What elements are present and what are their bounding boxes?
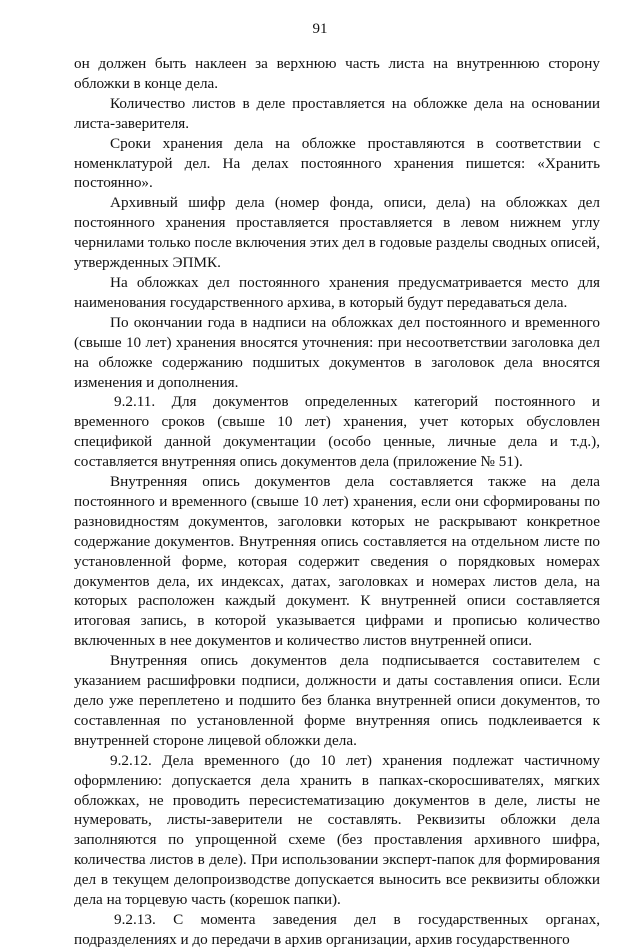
- paragraph-sheet-count: Количество листов в деле проставляется на обложке дела на основании листа-заверителя.: [74, 94, 600, 132]
- paragraph-year-end-updates: По окончании года в надписи на обложках дел постоянного и временного (свыше 10 лет) хранения вносятся уточнения: при несоответствии заголовка дел на обложке содержанию подшитых документов в заголовок дела вносятся изменения и дополнения.: [74, 313, 600, 391]
- page-body: [74, 54, 600, 950]
- page-number: 91: [312, 21, 328, 37]
- paragraph-storage-periods: Сроки хранения дела на обложке проставляются в соответствии с номенклатурой дел. На делах постоянного хранения пишется: «Хранить постоянно».: [74, 134, 600, 192]
- paragraph-internal-inventory: Внутренняя опись документов дела составляется также на дела постоянного и временного (свыше 10 лет) хранения, если они сформированы по разновидностям документов, заголовки которых не раскрывают конкретное содержание документов. Внутренняя опись составляется на отдельном листе по установленной форме, которая содержит сведения о порядковых номерах документов дела, их индексах, датах, заголовках и номерах листов дела, на которых расположен каждый документ. К внутренней описи составляется итоговая запись, в которой указывается цифрами и прописью количество включенных в нее документов и количество листов внутренней описи.: [74, 473, 600, 650]
- paragraph-archive-name: На обложках дел постоянного хранения предусматривается место для наименования государственного архива, в который будут передаваться дела.: [74, 273, 600, 311]
- paragraph-continuation: он должен быть наклеен за верхнюю часть листа на внутреннюю сторону обложки в конце дела.: [74, 55, 600, 92]
- paragraph-9-2-12: 9.2.12. Дела временного (до 10 лет) хранения подлежат частичному оформлению: допускается дела хранить в папках-скоросшивателях, мягких обложках, не проводить пересистематизацию документов в деле, листы не нумеровать, листы-заверители не составлять. Реквизиты обложки дела заполняются по упрощенной схеме (без проставления архивного шифра, количества листов в деле). При использовании эксперт-папок для формирования дел в текущем делопроизводстве допускается выносить все реквизиты обложки дела на торцевую часть (корешок папки).: [74, 751, 600, 909]
- paragraph-archive-code: Архивный шифр дела (номер фонда, описи, дела) на обложках дел постоянного хранения проставляется проставляется в левом нижнем углу чернилами только после включения этих дел в годовые разделы сводных описей, утвержденных ЭПМК.: [74, 194, 600, 272]
- paragraph-inventory-signature: Внутренняя опись документов дела подписывается составителем с указанием расшифровки подписи, должности и даты составления описи. Если дело уже переплетено и подшито без бланка внутренней описи документов, то составленная по установленной форме внутренняя опись подклеивается к внутренней стороне лицевой обложки дела.: [74, 652, 600, 749]
- paragraph-9-2-13: 9.2.13. С момента заведения дел в государственных органах, подразделениях и до передачи в архив организации, архив государственного: [74, 910, 600, 948]
- paragraph-9-2-11: 9.2.11. Для документов определенных категорий постоянного и временного сроков (свыше 10 лет) хранения, учет которых обусловлен спецификой данной документации (особо ценные, личные дела и т.д.), составляется внутренняя опись документов дела (приложение № 51).: [74, 393, 600, 471]
